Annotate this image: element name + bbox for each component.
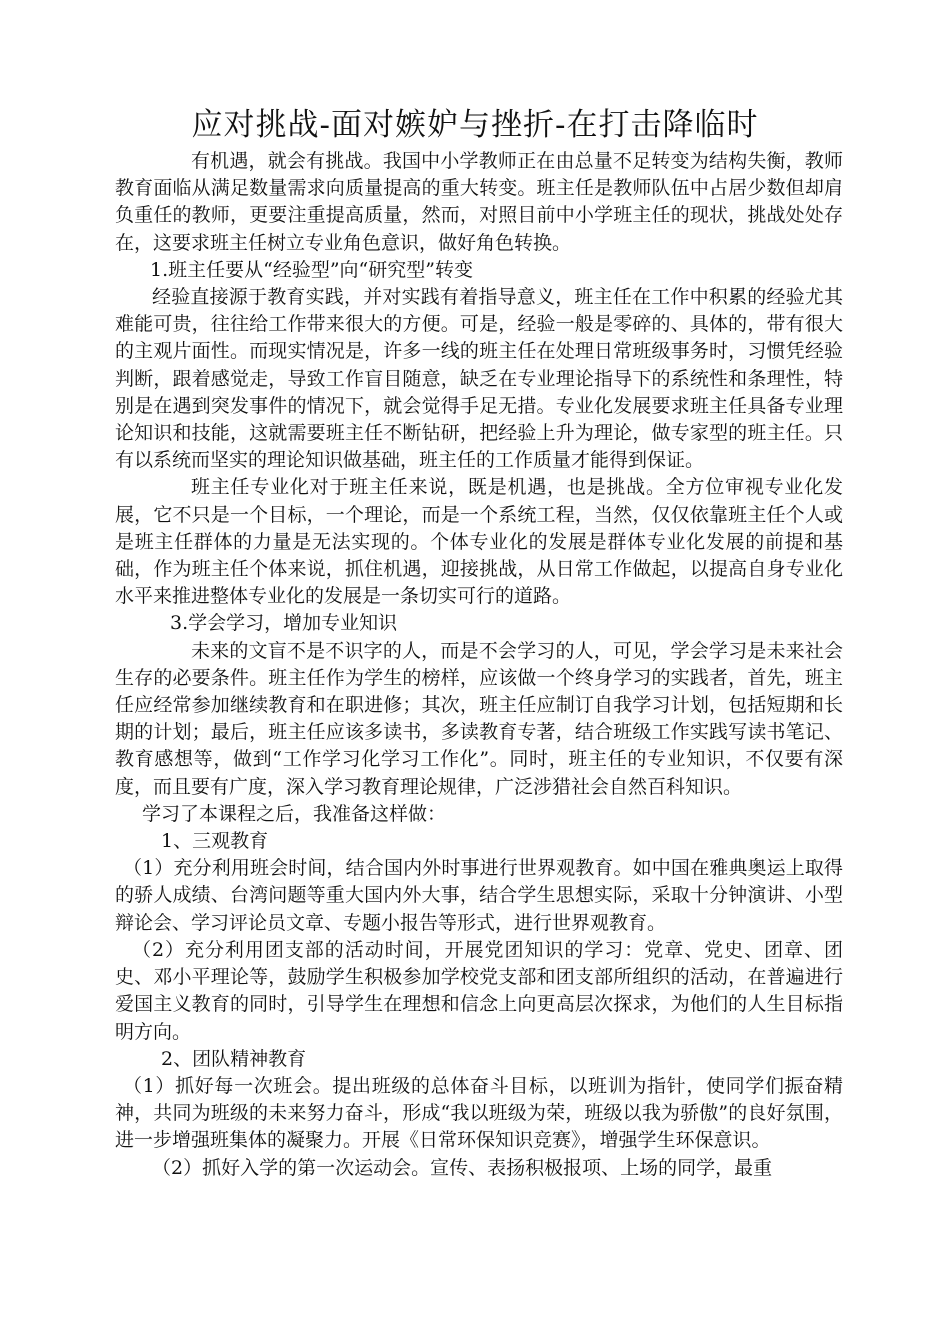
paragraph-experience: 经验直接源于教育实践，并对实践有着指导意义，班主任在工作中积累的经验尤其难能可贵，往往给工作带来很大的方便。可是，经验一般是零碎的、具体的，带有很大的主观片面性。而现实情况是，许多一线的班主任在处理日常班级事务时，习惯凭经验判断，跟着感觉走，导致工作盲目随意，缺乏在专业理论指导下的系统性和条理性，特别是在遇到突发事件的情况下，就会觉得手足无措。专业化发展要求班主任具备专业理论知识和技能，这就需要班主任不断钻研，把经验上升为理论，做专家型的班主任。只有以系统而坚实的理论知识做基础，班主任的工作质量才能得到保证。: [115, 286, 843, 472]
heading-team-spirit-education: 2、团队精神教育: [161, 1047, 307, 1070]
list-item-sports-meeting: （2）抓好入学的第一次运动会。宣传、表扬积极报项、上场的同学，最重: [152, 1156, 773, 1179]
list-item-class-meeting: （1）抓好每一次班会。提出班级的总体奋斗目标，以班训为指针，使同学们振奋精神，共同为班级的未来努力奋斗，形成“我以班级为荣，班级以我为骄傲”的良好氛围，进一步增强班集体的凝聚力。开展《日常环保知识竞赛》，增强学生环保意识。: [115, 1074, 843, 1152]
list-item-worldview: （1）充分利用班会时间，结合国内外时事进行世界观教育。如中国在雅典奥运上取得的骄人成绩、台湾问题等重大国内外大事，结合学生思想实际，采取十分钟演讲、小型辩论会、学习评论员文章、专题小报告等形式，进行世界观教育。: [115, 857, 843, 934]
heading-three-views-education: 1、三观教育: [161, 830, 269, 853]
list-item-party-knowledge: （2）充分利用团支部的活动时间，开展党团知识的学习：党章、党史、团章、团史、邓小平理论等，鼓励学生积极参加学校党支部和团支部所组织的活动，在普遍进行爱国主义教育的同时，引导学生在理想和信念上向更高层次探求，为他们的人生目标指明方向。: [115, 938, 843, 1043]
heading-learn-to-learn: 3.学会学习，增加专业知识: [170, 612, 398, 635]
heading-experience-to-research: 1.班主任要从“经验型”向“研究型”转变: [150, 258, 473, 281]
document-title: 应对挑战-面对嫉妒与挫折-在打击降临时: [191, 107, 759, 143]
paragraph-specialization: 班主任专业化对于班主任来说，既是机遇，也是挑战。全方位审视专业化发展，它不只是一个目标，一个理论，而是一个系统工程，当然，仅仅依靠班主任个人或是班主任群体的力量是无法实现的。个体专业化的发展是群体专业化发展的前提和基础，作为班主任个体来说，抓住机遇，迎接挑战，从日常工作做起，以提高自身专业化水平来推进整体专业化的发展是一条切实可行的道路。: [115, 476, 843, 608]
paragraph-plan-intro: 学习了本课程之后，我准备这样做：: [142, 802, 447, 825]
document-body: [115, 148, 843, 1182]
paragraph-intro: 有机遇，就会有挑战。我国中小学教师正在由总量不足转变为结构失衡，教师教育面临从满足数量需求向质量提高的重大转变。班主任是教师队伍中占居少数但却肩负重任的教师，更要注重提高质量，然而，对照目前中小学班主任的现状，挑战处处存在，这要求班主任树立专业角色意识，做好角色转换。: [115, 150, 843, 254]
paragraph-learning: 未来的文盲不是不识字的人，而是不会学习的人，可见，学会学习是未来社会生存的必要条件。班主任作为学生的榜样，应该做一个终身学习的实践者，首先，班主任应经常参加继续教育和在职进修；其次，班主任应制订自我学习计划，包括短期和长期的计划；最后，班主任应该多读书，多读教育专著，结合班级工作实践写读书笔记、教育感想等，做到“工作学习化学习工作化”。同时，班主任的专业知识，不仅要有深度，而且要有广度，深入学习教育理论规律，广泛涉猎社会自然百科知识。: [115, 639, 843, 798]
